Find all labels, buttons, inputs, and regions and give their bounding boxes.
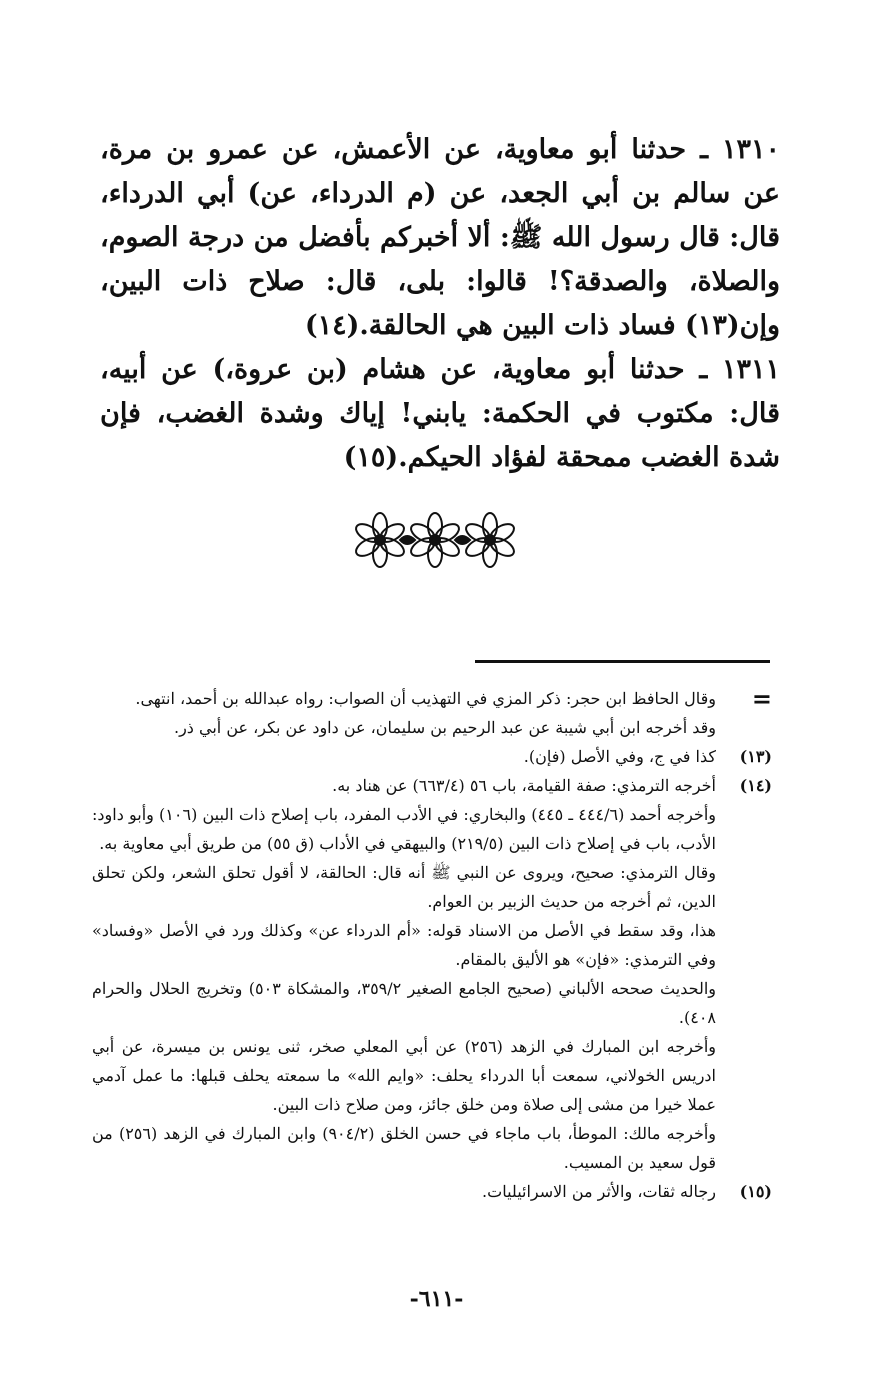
- hadith-body: حدثنا أبو معاوية، عن هشام (بن عروة،) عن أبيه، قال: مكتوب في الحكمة: يابني! إياك وشدة الغضب، فإن شدة الغضب ممحقة لفؤاد الحيكم.(١٥): [100, 354, 780, 473]
- footnote-line: وأخرجه ابن المبارك في الزهد (٢٥٦) عن أبي المعلي صخر، ثنى يونس بن ميسرة، عن أبي ادريس الخولاني، سمعت أبا الدرداء يحلف: «وايم الله» ما سمعته يحلف قبلها: ما عمل آدمي عملا خيرا من مشى إلى صلاة ومن خلق جائز، ومن صلاح ذات البين.: [92, 1037, 717, 1114]
- hadith-number: ١٣١١ ـ: [699, 354, 780, 385]
- floral-ornament-icon: [345, 510, 525, 570]
- hadith-paragraph: [100, 348, 780, 480]
- hadith-number: ١٣١٠ ـ: [700, 134, 781, 165]
- footnote-continued: [92, 684, 772, 742]
- footnote-line: وأخرجه أحمد (٤٤٤/٦ ـ ٤٤٥) والبخاري: في الأدب المفرد، باب إصلاح ذات البين (١٠٦) وأبو داود: الأدب، باب في إصلاح ذات البين (٢١٩/٥) والبيهقي في الأداب (ق ٥٥) من طريق أبي معاوية به.: [92, 805, 716, 853]
- page-number: -٦١١-: [409, 1286, 464, 1312]
- hadith-body: حدثنا أبو معاوية، عن الأعمش، عن عمرو بن مرة، عن سالم بن أبي الجعد، عن (م الدرداء، عن) أبي الدرداء، قال: قال رسول الله ﷺ: ألا أخبركم بأفضل من درجة الصوم، والصلاة، والصدقة؟! قالوا: بلى، قال: صلاح ذات البين، وإن(١٣) فساد ذات البين هي الحالقة.(١٤): [100, 134, 780, 341]
- footnotes: [92, 684, 772, 1206]
- footnote-line: أخرجه الترمذي: صفة القيامة، باب ٥٦ (٦٦٣/٤) عن هناد به.: [332, 776, 716, 795]
- footnote-line: والحديث صححه الألباني (صحيح الجامع الصغير ٣٥٩/٢، والمشكاة ٥٠٣) وتخريج الحلال والحرام ٤٠٨).: [92, 979, 716, 1027]
- footnote-mark: (١٥): [739, 1182, 772, 1201]
- footnote-line: وقال الترمذي: صحيح، ويروى عن النبي ﷺ أنه قال: الحالقة، لا أقول تحلق الشعر، ولكن تحلق الدين، ثم أخرجه من حديث الزبير بن العوام.: [92, 863, 716, 911]
- footnote-line: رجاله ثقات، والأثر من الاسرائيليات.: [482, 1182, 716, 1201]
- footnote-mark: (١٣): [739, 747, 772, 766]
- footnote-mark: (١٤): [739, 776, 772, 795]
- footnote-line: وقد أخرجه ابن أبي شيبة عن عبد الرحيم بن سليمان، عن داود عن بكر، عن أبي ذر.: [173, 718, 716, 737]
- hadith-paragraph: [100, 128, 780, 348]
- footnote-15: [92, 1177, 772, 1206]
- footnote-mark: =: [751, 684, 772, 713]
- footnote-13: [92, 742, 772, 771]
- footnote-separator: [475, 660, 770, 663]
- hadith-text: [100, 128, 780, 480]
- footnote-line: كذا في ج، وفي الأصل (فإن).: [523, 747, 716, 766]
- footnote-14: [92, 771, 772, 1177]
- footnote-line: وأخرجه مالك: الموطأ، باب ماجاء في حسن الخلق (٩٠٤/٢) وابن المبارك في الزهد (٢٥٦) من قول سعيد بن المسيب.: [92, 1124, 717, 1172]
- footnote-line: هذا، وقد سقط في الأصل من الاسناد قوله: «أم الدرداء عن» وكذلك ورد في الأصل «وفساد» وفي الترمذي: «فإن» هو الأليق بالمقام.: [92, 921, 716, 969]
- footnote-line: وقال الحافظ ابن حجر: ذكر المزي في التهذيب أن الصواب: رواه عبدالله بن أحمد، انتهى.: [135, 689, 716, 708]
